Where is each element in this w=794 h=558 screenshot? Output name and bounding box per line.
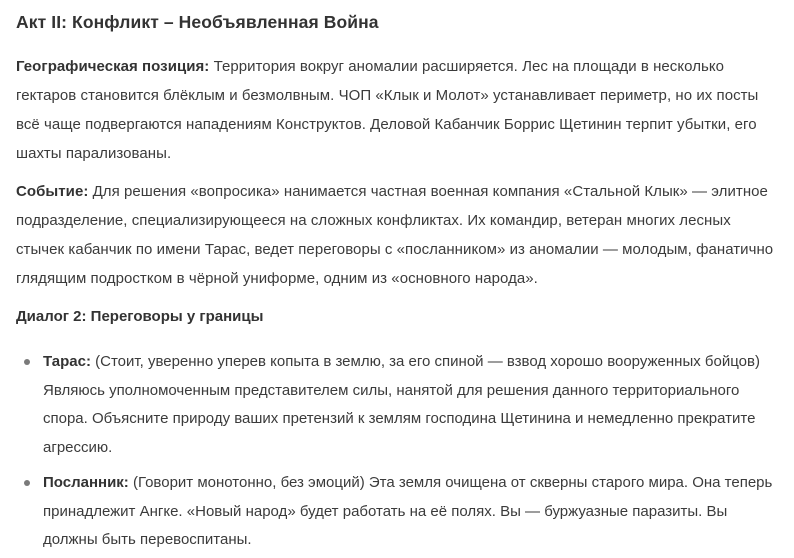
bullet-icon	[24, 359, 30, 365]
bullet-icon	[24, 480, 30, 486]
list-item	[43, 348, 778, 462]
event-text: Для решения «вопросика» нанимается частная военная компания «Стальной Клык» — элитное подразделение, специализирующееся на сложных конфликтах. Их командир, ветеран многих лесных стычек кабанчик по имени Тарас, ведет переговоры с «посланником» из аномалии — молодым, фанатично глядящим подростком в чёрной униформе, одним из «основного народа».	[16, 183, 774, 287]
page-title: Акт II: Конфликт – Необъявленная Война	[16, 12, 379, 32]
event-paragraph	[16, 177, 778, 293]
event-label: Событие:	[16, 183, 89, 200]
dialog-list	[16, 348, 778, 555]
dialog-heading: Диалог 2: Переговоры у границы	[16, 308, 264, 325]
speaker-label: Тарас:	[43, 353, 91, 370]
dialog-text: (Говорит монотонно, без эмоций) Эта земля очищена от скверны старого мира. Она теперь принадлежит Ангке. «Новый народ» будет работать на её полях. Вы — буржуазные паразиты. Вы должны быть перевоспитаны.	[43, 474, 773, 548]
list-item	[43, 469, 778, 555]
geo-text: Территория вокруг аномалии расширяется. Лес на площади в несколько гектаров становится блёклым и безмолвным. ЧОП «Клык и Молот» устанавливает периметр, но их посты всё чаще подвергаются нападениям Конструктов. Деловой Кабанчик Боррис Щетинин терпит убытки, его шахты парализованы.	[16, 58, 759, 162]
geo-paragraph	[16, 52, 778, 168]
speaker-label: Посланник:	[43, 474, 129, 491]
dialog-text: (Стоит, уверенно уперев копыта в землю, за его спиной — взвод хорошо вооруженных бойцов) Являюсь уполномоченным представителем силы, нанятой для решения данного территориального спора. Объясните природу ваших претензий к землям господина Щетинина и немедленно прекратите агрессию.	[43, 353, 760, 456]
geo-label: Географическая позиция:	[16, 58, 210, 75]
